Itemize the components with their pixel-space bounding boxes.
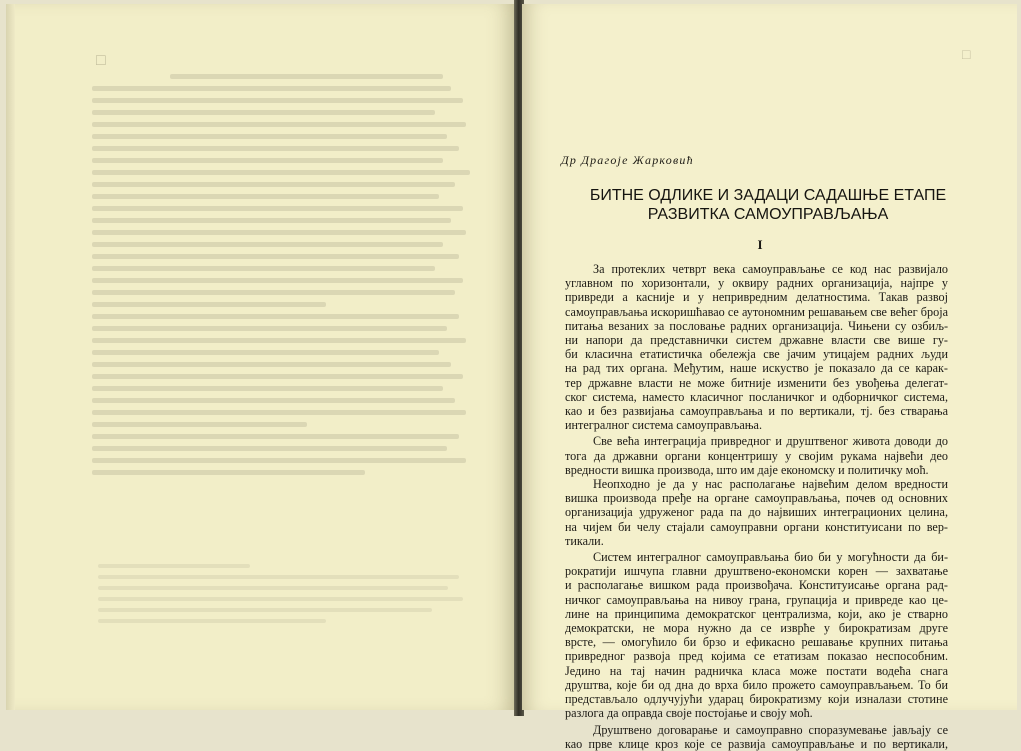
text-line: на чијем би челу стајали самоуправни органи конституисани по вер- [565,519,948,534]
bleed-through-text [92,74,482,494]
text-line: Све већа интеграција привредног и друштвеног живота доводи до [593,434,948,449]
text-line: За протеклих четврт века самоуправљање се код нас развијало [593,262,948,276]
page-edge [6,4,15,710]
text-line: тога да државни органи концентришу у својим рукама највећи део [565,448,948,463]
text-line: разлога да оправда своје постојање и своју моћ. [565,706,813,721]
text-line: привредног развоја пред којима се етатизам показао неспособним. [565,649,948,664]
text-line: ничког самоуправљања на нивоу грана, групација и привреде као це- [565,592,948,607]
text-line: лине на принципима демократског централизма, који, ако је стварно [565,606,948,621]
title-line: БИТНЕ ОДЛИКЕ И ЗАДАЦИ САДАШЊЕ ЕТАПЕ [589,187,947,204]
text-line: привреди а касније и у непривредним делатностима. Такав развој [565,290,948,305]
author-name: Др Драгоје Жарковић [561,153,694,167]
title-line: РАЗВИТКА САМОУПРАВЉАЊА [647,206,889,223]
text-line: интегралног система самоуправљања. [565,418,763,433]
text-line: рократији ишчупа главни друштвено-економски корен — захватање [565,564,948,579]
text-line: као и без развијања самоуправљања и по вертикали, тј. без стварања [565,404,948,419]
text-line: би класична етатистичка обележја све јачим утицајем радних људи [565,347,948,362]
text-line: Неопходно је да у нас располагање највећим делом вредности [593,477,948,492]
text-line: врсте, — омогућило би брзо и ефикасно решавање крупних питања [565,635,948,650]
text-line: тикали. [565,533,604,548]
text-line: самоуправљања искоришћавао се аутономним решавањем све већег броја [565,304,948,319]
text-line: Систем интегралног самоуправљања био би у могућности да би- [593,550,948,565]
text-line: организација удруженог рада па до највиших интеграционих целина, [565,505,948,520]
text-line: ског система, наместо класичног посланичког и одборничког система, [565,389,948,404]
text-line: углавном по хоризонтали, у оквиру радних организација, најпре у [565,276,948,291]
article-body [565,262,948,751]
text-line: и располагање вишком рада произвођача. Конституисање органа рад- [565,578,948,593]
section-number: I [757,237,763,252]
text-line: питања везаних за пословање радних организација. Чињени су озбиљ- [565,318,948,333]
text-line: као прве клице кроз које се развија самоуправљање и по вертикали, [565,736,948,751]
text-line: представљало одлучујући ударац бирократизму који изналази стотине [565,692,948,707]
text-line: вишка производа пређе на органе самоуправљања, почев од основних [565,491,948,506]
text-line: тер државне власти не може битније изменити без увођења делегат- [565,375,948,390]
text-line: друштва, које би од дна до врха било прожето самоуправљањем. То би [565,677,948,692]
bleed-through-page-number: □ [96,52,106,69]
text-line: на рад тих органа. Међутим, наше искуство је показало да се карак- [565,361,948,376]
text-line: вредности вишка производа, што им даје економску и политичку моћ. [565,462,929,477]
left-page [6,4,516,710]
text-line: ни напори да представнички систем државне власти све више гу- [565,333,948,348]
text-line: Друштвено договарање и самоуправно споразумевање јављају се [593,722,948,737]
bleed-through-footnotes [98,564,478,644]
text-line: Једино на тај начин радничка класа може постати водећа снага [565,663,948,678]
bleed-through-page-number-right: □ [962,48,971,63]
text-line: демократски, не мора нужно да се изврће у бирократизам друге [565,621,948,636]
article-title [568,186,968,224]
